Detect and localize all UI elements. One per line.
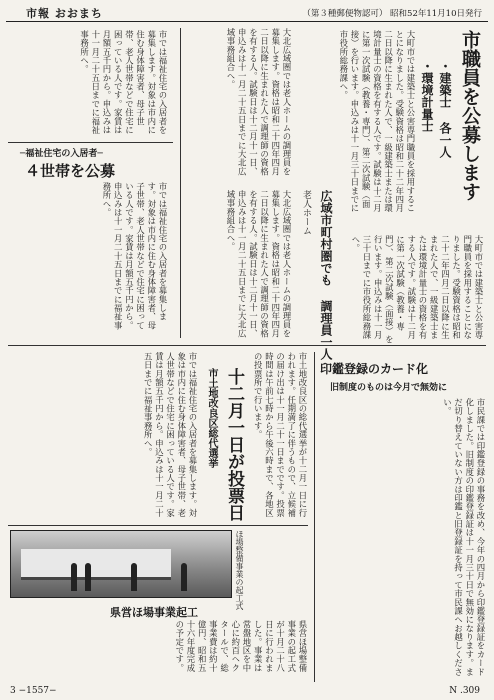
seal-sub: 旧制度のものは今月で無効に bbox=[330, 383, 448, 393]
page-number-right: N .309 bbox=[449, 686, 480, 696]
housing-title: ４世帯を公募 bbox=[25, 162, 116, 180]
housing-intro: 市では福祉住宅の入居者を募集します。対象は市内に住む身体障害者、母子世帯、老人世帯などで住宅に困っている人です。家賃は月額五千円から。申込みは十一月二十五日までに福祉事務所へ。 bbox=[79, 30, 168, 135]
field-body: 県営ほ場整備事業の起工式が十月二十八日に行われました。事業は常盤地区を中心に約百ヘクタールで、総事業費は約十億円、昭和五十六年度完成の予定です。 bbox=[174, 620, 308, 673]
masthead bbox=[6, 5, 488, 22]
divider bbox=[180, 28, 181, 338]
ceremony-photo bbox=[10, 530, 232, 598]
housing-kicker: ─福祉住宅の入居者─ bbox=[20, 149, 103, 159]
election-body: 市土地改良区の総代選挙が十二月一日に行われます。任期満了に伴うもので、立候補の届け出は十一月二十一日までです。投票時間は午前七時から午後六時まで、各地区の投票所で行います。 bbox=[253, 352, 308, 518]
publication-info: （第３種郵便物認可） 昭和52年11月10日発行 bbox=[302, 9, 482, 19]
cook-body: 大北広域圏では老人ホームの調理員を募集します。資格は昭和二十四年四月二日以降に生まれた人で調理師の資格を有する人。試験日は十二月十一日、申込みは十一月二十五日までに大北広域事務組合へ。 bbox=[225, 28, 292, 176]
staff-sub-measure: ・環境計量士 bbox=[420, 60, 434, 132]
seal-body: 市民課では印鑑登録の事務を改め、今年の四月から印鑑登録証をカード化しました。旧制度の印鑑登録証は十一月三十日で無効になります。まだ切り替えていない方は印鑑と旧登録証を持って市民課へお越しください。 bbox=[442, 398, 486, 677]
field-title: 県営ほ場事業起工 bbox=[110, 606, 198, 619]
newsletter-logo: 市報 おおまち bbox=[26, 7, 103, 20]
cook-title-lead: 広域市町村圏でも 調理員一人 bbox=[319, 190, 333, 360]
page-number-left: 3 −1557− bbox=[10, 686, 57, 696]
divider bbox=[8, 345, 486, 346]
cook-body-2: 大北広域圏では老人ホームの調理員を募集します。資格は昭和二十四年四月二日以降に生まれた人で調理師の資格を有する人。試験日は十二月十一日、申込みは十一月二十五日までに大北広域事務組合へ。 bbox=[225, 190, 292, 338]
staff-sub-architect: ・建築士 各一人 bbox=[438, 60, 452, 158]
election-sub: 市土地改良区総代選挙 bbox=[206, 368, 217, 468]
divider bbox=[8, 525, 308, 526]
housing-body: 市では福祉住宅の入居者を募集します。対象は市内に住む身体障害者、母子世帯、老人世帯などで住宅に困っている人です。家賃は月額五千円から。申込みは十一月二十五日までに福祉事務所へ。 bbox=[101, 182, 168, 330]
staff-body-2: 大町市では建築士と公害専門職員を採用することになりました。受験資格は昭和二十二年四月二日以降に生まれた人で、一級建築士または環境計量士の資格を有する人です。試験は十二月に第一次試験（教養・専門）、第二次試験（面接）を行います。申込みは十一月三十日までに市役所総務課へ。 bbox=[350, 235, 484, 344]
staff-body: 大町市では建築士と公害専門職員を採用することになりました。受験資格は昭和二十二年四月二日以降に生まれた人で、一級建築士または環境計量士の資格を有する人です。試験は十二月に第一次試験（教養・専門）、第二次試験（面接）を行います。申込みは十一月三十日までに市役所総務課へ。 bbox=[338, 30, 416, 213]
cook-sub: 老人ホーム bbox=[301, 190, 311, 235]
photo-caption: ほ場整備事業の起工式 bbox=[235, 530, 244, 610]
housing-body-2: 市では福祉住宅の入居者を募集します。対象は市内に住む身体障害者、母子世帯、老人世帯などで住宅に困っている人です。家賃は月額五千円から。申込みは十一月二十五日までに福祉事務所へ。 bbox=[143, 352, 198, 518]
seal-title: 印鑑登録のカード化 bbox=[320, 362, 429, 376]
staff-title: 市職員を公募します bbox=[459, 30, 481, 201]
divider bbox=[8, 142, 173, 143]
divider bbox=[314, 352, 315, 682]
election-title: 十二月一日が投票日 bbox=[224, 368, 244, 521]
